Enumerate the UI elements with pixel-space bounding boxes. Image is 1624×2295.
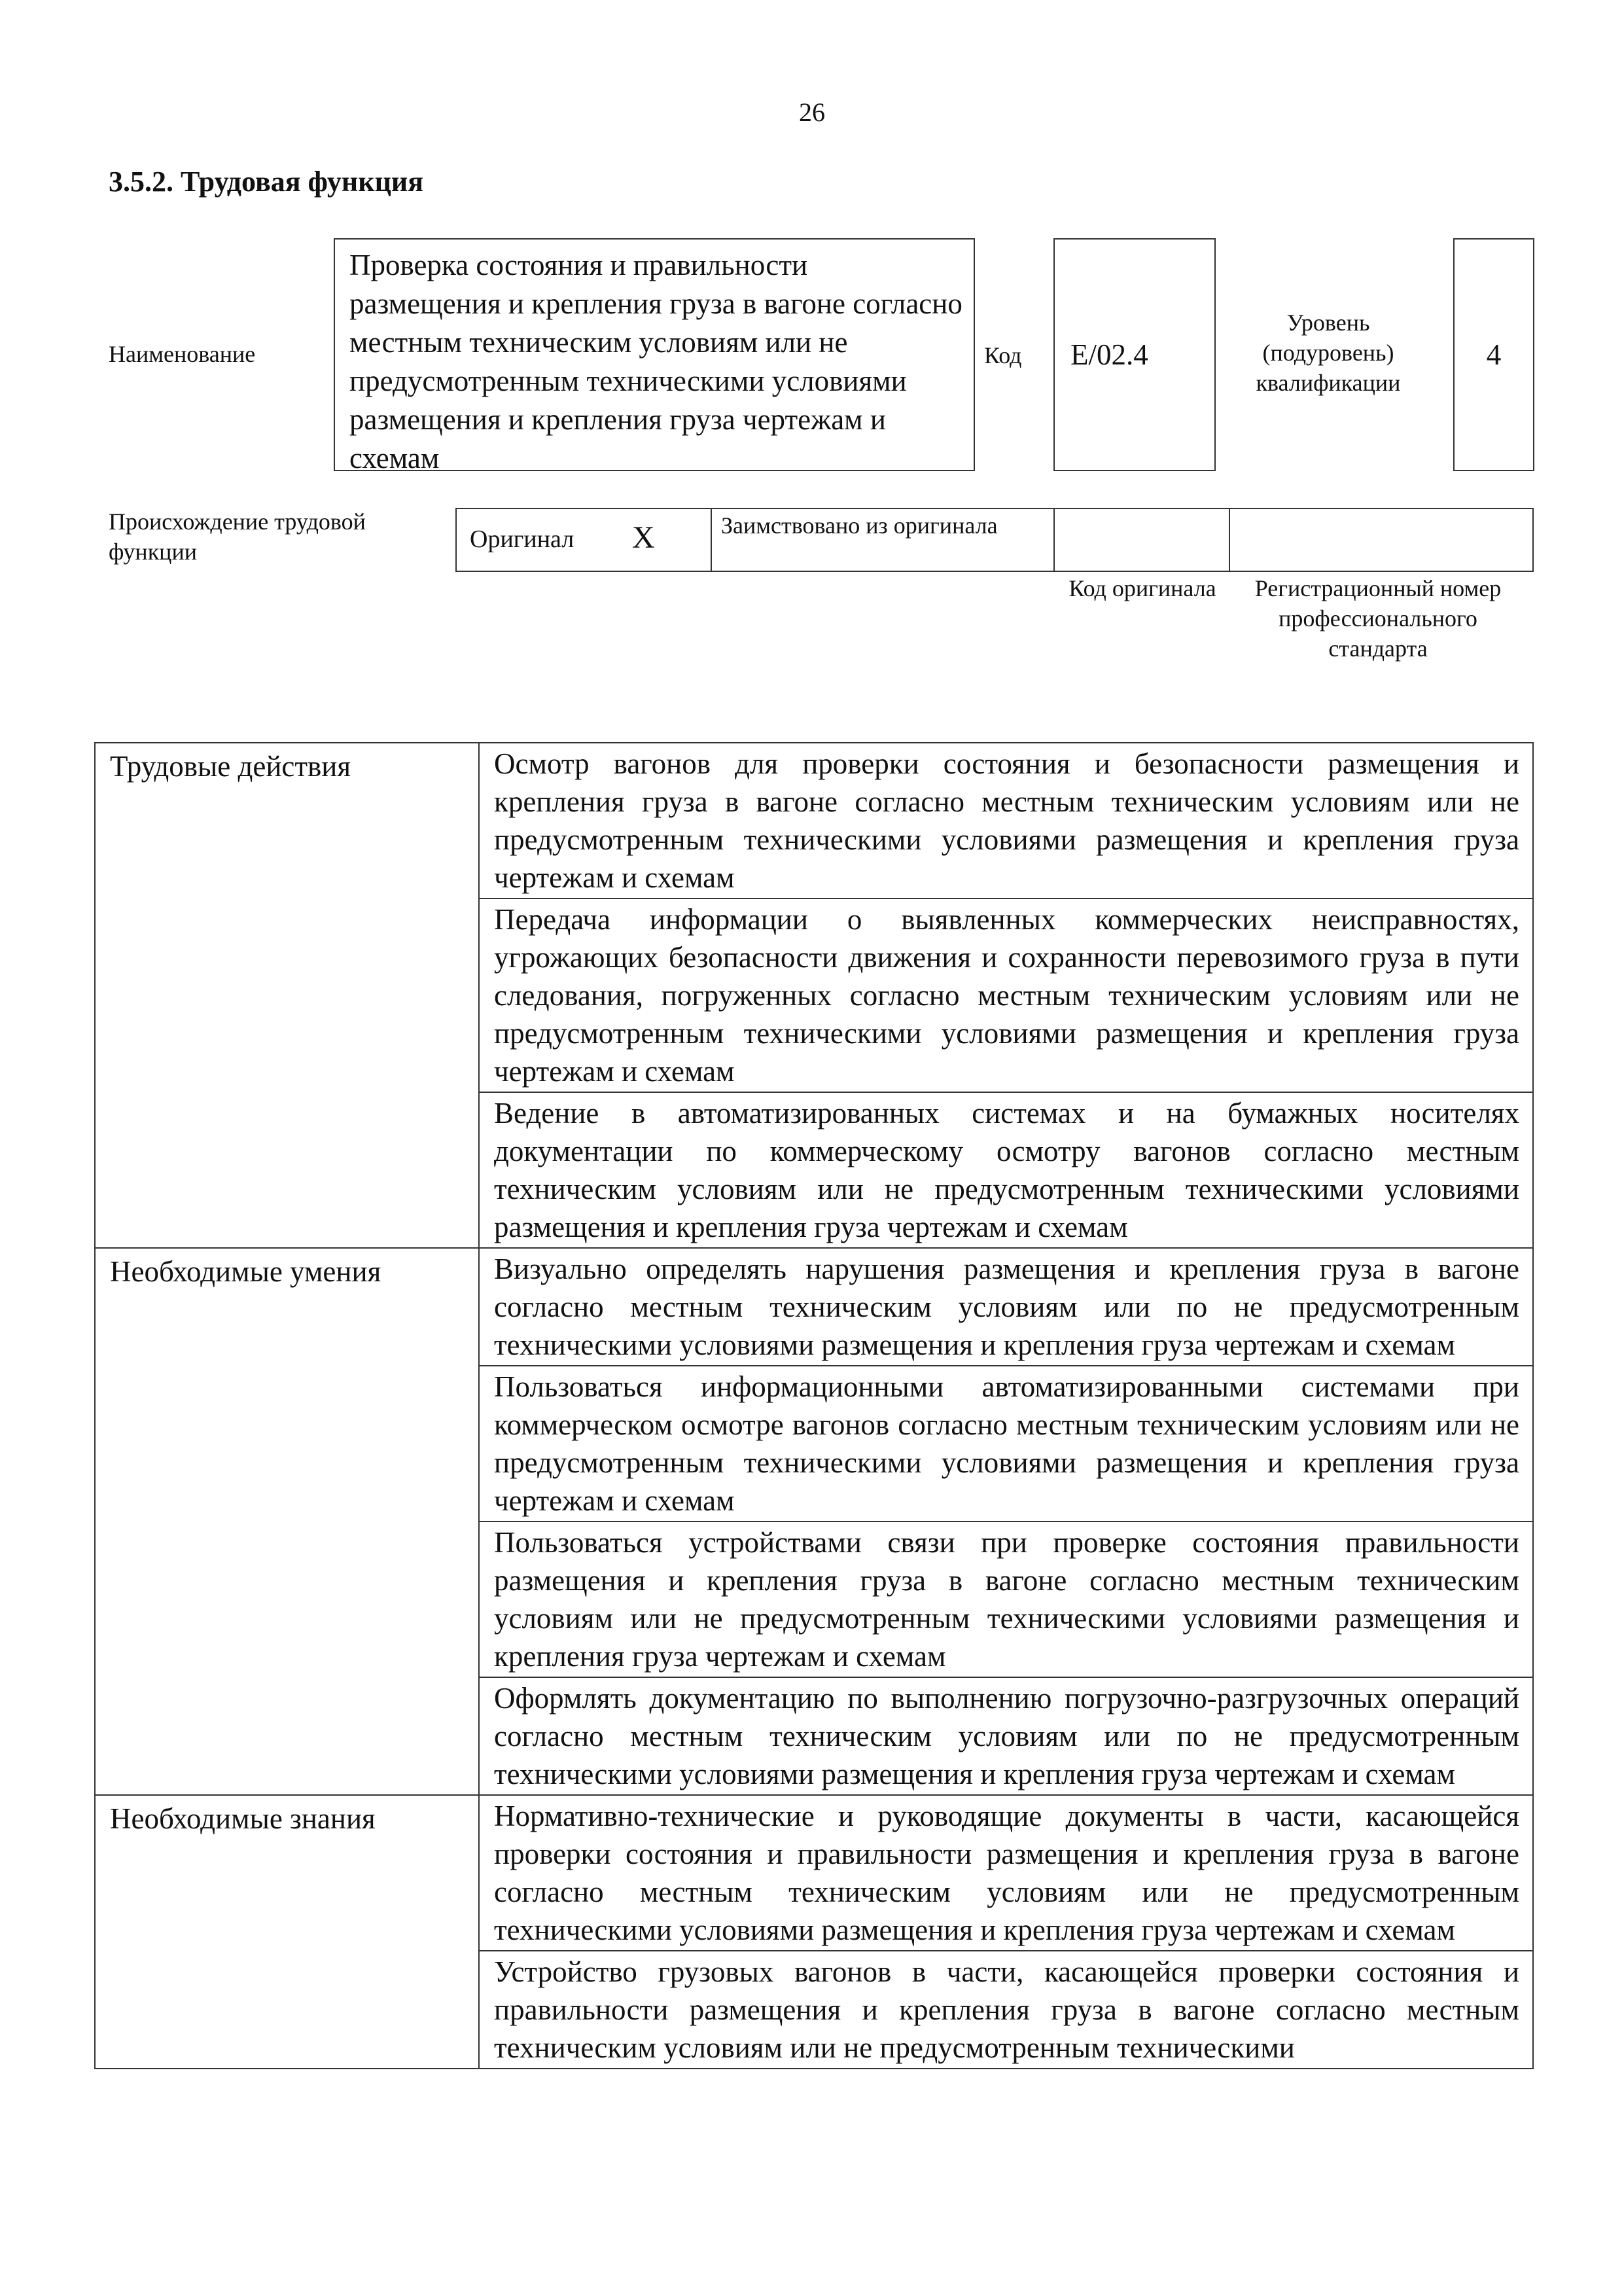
code-label: Код xyxy=(984,342,1022,368)
level-value: 4 xyxy=(1486,338,1502,371)
reg-number-caption: Регистрационный номер профессионального стандарта xyxy=(1254,575,1502,662)
function-name: Проверка состояния и правильности размещения и крепления груза в вагоне согласно местным техническим условиям или не предусмотренным техническими условиями размещения и крепления груза чертежам и схемам xyxy=(349,249,962,474)
table-cell: Осмотр вагонов для проверки состояния и безопасности размещения и крепления груза в вагоне согласно местным техническим условиям или не предусмотренным техническими условиями размещения и крепления груза чертежам и схемам xyxy=(479,743,1533,898)
table-row xyxy=(95,743,1533,898)
category-cell: Трудовые действия xyxy=(95,743,479,1248)
borrowed-label: Заимствовано из оригинала xyxy=(721,512,998,539)
original-mark: X xyxy=(632,520,655,555)
table-cell: Нормативно-технические и руководящие документы в части, касающейся проверки состояния и правильности размещения и крепления груза в вагоне согласно местным техническим условиям или не предусмотренным техническими условиями размещения и крепления груза чертежам и схемам xyxy=(479,1795,1533,1951)
table-cell: Пользоваться информационными автоматизированными системами при коммерческом осмотре вагонов согласно местным техническим условиям или не предусмотренным техническими условиями размещения и крепления груза чертежам и схемам xyxy=(479,1366,1533,1521)
table-cell: Передача информации о выявленных коммерческих неисправностях, угрожающих безопасности движения и сохранности перевозимого груза в пути следования, погруженных согласно местным техническим условиям или не предусмотренным техническими условиями размещения и крепления груза чертежам и схемам xyxy=(479,898,1533,1092)
function-details-table xyxy=(94,742,1534,2069)
level-label: Уровень (подуровень) квалификации xyxy=(1256,310,1401,396)
table-cell: Оформлять документацию по выполнению погрузочно-разгрузочных операций согласно местным техническим условиям или по не предусмотренным техническими условиями размещения и крепления груза чертежам и схемам xyxy=(479,1677,1533,1795)
code-original-cell xyxy=(1053,508,1230,572)
code-value: E/02.4 xyxy=(1070,338,1148,371)
function-name-box xyxy=(334,238,975,474)
code-original-caption: Код оригинала xyxy=(1068,575,1216,601)
level-box xyxy=(1453,238,1534,471)
category-cell: Необходимые знания xyxy=(95,1795,479,2069)
table-row xyxy=(95,1795,1533,1951)
category-cell: Необходимые умения xyxy=(95,1248,479,1795)
reg-number-cell xyxy=(1229,508,1534,572)
original-cell xyxy=(455,508,712,572)
table-cell: Визуально определять нарушения размещения и крепления груза в вагоне согласно местным техническим условиям или по не предусмотренным техническими условиями размещения и крепления груза чертежам и схемам xyxy=(479,1248,1533,1366)
origin-label: Происхождение трудовой функции xyxy=(109,508,366,565)
table-cell: Ведение в автоматизированных системах и на бумажных носителях документации по коммерческому осмотру вагонов согласно местным техническим условиям или не предусмотренным техническими условиями размещения и крепления груза чертежам и схемам xyxy=(479,1092,1533,1248)
code-box xyxy=(1053,238,1216,471)
page-number: 26 xyxy=(799,98,825,127)
original-label: Оригинал xyxy=(470,525,574,553)
table-row xyxy=(95,1248,1533,1366)
section-title: 3.5.2. Трудовая функция xyxy=(109,166,424,198)
borrowed-cell xyxy=(711,508,1055,572)
table-cell: Устройство грузовых вагонов в части, касающейся проверки состояния и правильности размещения и крепления груза в вагоне согласно местным техническим условиям или не предусмотренным техническими xyxy=(479,1951,1533,2069)
table-cell: Пользоваться устройствами связи при проверке состояния правильности размещения и крепления груза в вагоне согласно местным техническим условиям или не предусмотренным техническими условиями размещения и крепления груза чертежам и схемам xyxy=(479,1521,1533,1677)
name-label: Наименование xyxy=(109,341,256,367)
